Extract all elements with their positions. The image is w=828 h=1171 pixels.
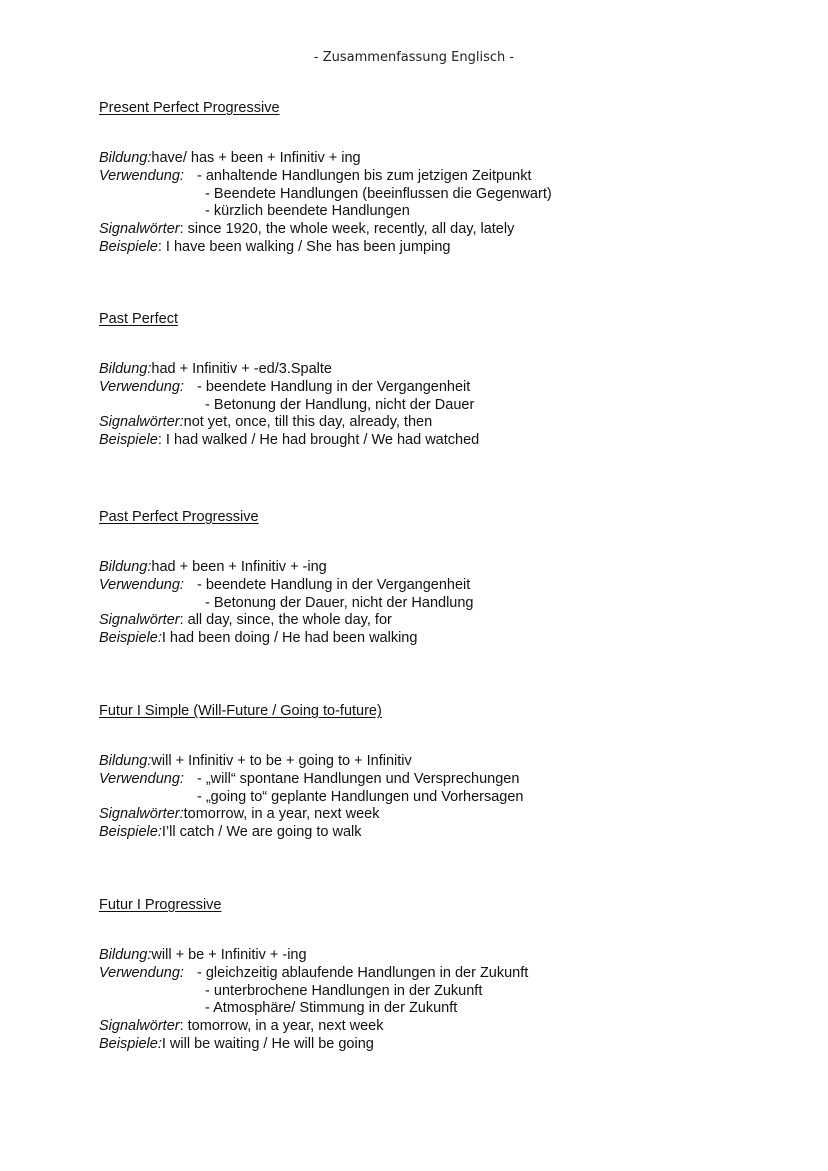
bildung-row xyxy=(99,753,799,771)
signal-text: : tomorrow, in a year, next week xyxy=(179,1018,384,1035)
verwendung-list xyxy=(197,577,473,613)
beispiele-row xyxy=(99,1036,799,1054)
verwendung-row xyxy=(99,965,799,1018)
signal-row xyxy=(99,806,799,824)
bildung-text: have/ has + been + Infinitiv + ing xyxy=(151,150,361,166)
signal-text: : since 1920, the whole week, recently, all day, lately xyxy=(179,221,515,238)
signal-row xyxy=(99,1018,799,1036)
beispiele-text: : I had walked / He had brought / We had watched xyxy=(157,432,480,449)
beispiele-row xyxy=(99,239,799,257)
verwendung-item: - beendete Handlung in der Vergangenheit xyxy=(197,576,471,593)
verwendung-list xyxy=(197,379,474,415)
verwendung-item: - beendete Handlung in der Vergangenheit xyxy=(197,378,471,395)
verwendung-item: - „going to“ geplante Handlungen und Vorhersagen xyxy=(197,788,524,805)
bildung-row xyxy=(99,150,799,168)
verwendung-item: - „will“ spontane Handlungen und Versprechungen xyxy=(197,770,520,787)
beispiele-row xyxy=(99,432,799,450)
verwendung-list xyxy=(197,168,552,221)
verwendung-label: Verwendung: xyxy=(99,378,184,395)
bildung-text: had + been + Infinitiv + -ing xyxy=(151,559,327,575)
section-futur-i-simple xyxy=(99,702,799,842)
verwendung-label: Verwendung: xyxy=(99,770,184,787)
verwendung-list xyxy=(197,965,528,1018)
signal-row xyxy=(99,221,799,239)
beispiele-text: : I have been walking / She has been jumping xyxy=(157,238,451,255)
signal-text: not yet, once, till this day, already, then xyxy=(183,414,433,431)
bildung-text: will + be + Infinitiv + -ing xyxy=(151,947,307,963)
section-heading: Past Perfect xyxy=(99,311,178,327)
signal-label: Signalwörter xyxy=(99,1018,180,1035)
section-heading: Futur I Simple (Will-Future / Going to-future) xyxy=(99,703,382,719)
section-futur-i-progressive xyxy=(99,896,799,1054)
signal-text: : all day, since, the whole day, for xyxy=(179,612,392,629)
bildung-label: Bildung: xyxy=(99,361,152,377)
bildung-row xyxy=(99,361,799,379)
bildung-text: will + Infinitiv + to be + going to + Infinitiv xyxy=(151,753,412,769)
section-past-perfect-progressive xyxy=(99,508,799,648)
beispiele-label: Beispiele: xyxy=(99,824,162,841)
bildung-row xyxy=(99,947,799,965)
verwendung-item: - kürzlich beendete Handlungen xyxy=(197,203,410,220)
signal-label: Signalwörter xyxy=(99,612,180,629)
page-header: - Zusammenfassung Englisch - xyxy=(313,50,515,65)
bildung-label: Bildung: xyxy=(99,947,152,963)
beispiele-label: Beispiele: xyxy=(99,1035,162,1052)
signal-text: tomorrow, in a year, next week xyxy=(183,806,380,823)
beispiele-label: Beispiele xyxy=(99,432,158,449)
verwendung-label: Verwendung: xyxy=(99,964,184,981)
section-heading: Past Perfect Progressive xyxy=(99,509,259,525)
section-body xyxy=(99,947,799,1054)
beispiele-label: Beispiele: xyxy=(99,630,162,647)
bildung-label: Bildung: xyxy=(99,559,152,575)
bildung-label: Bildung: xyxy=(99,150,152,166)
verwendung-row xyxy=(99,379,799,415)
verwendung-list xyxy=(197,771,524,807)
beispiele-row xyxy=(99,824,799,842)
section-heading: Present Perfect Progressive xyxy=(99,100,280,116)
section-present-perfect-progressive xyxy=(99,99,799,257)
bildung-row xyxy=(99,559,799,577)
section-past-perfect xyxy=(99,310,799,450)
beispiele-text: I’ll catch / We are going to walk xyxy=(161,824,362,841)
beispiele-text: I will be waiting / He will be going xyxy=(161,1035,374,1052)
verwendung-item: - unterbrochene Handlungen in der Zukunft xyxy=(197,982,483,999)
section-heading: Futur I Progressive xyxy=(99,897,222,913)
section-body xyxy=(99,753,799,842)
signal-label: Signalwörter: xyxy=(99,414,184,431)
verwendung-item: - anhaltende Handlungen bis zum jetzigen Zeitpunkt xyxy=(197,167,532,184)
verwendung-row xyxy=(99,771,799,807)
section-body xyxy=(99,361,799,450)
verwendung-item: - Atmosphäre/ Stimmung in der Zukunft xyxy=(197,1000,458,1017)
section-body xyxy=(99,150,799,257)
section-body xyxy=(99,559,799,648)
bildung-label: Bildung: xyxy=(99,753,152,769)
signal-row xyxy=(99,612,799,630)
beispiele-row xyxy=(99,630,799,648)
verwendung-label: Verwendung: xyxy=(99,167,184,184)
verwendung-item: - Betonung der Dauer, nicht der Handlung xyxy=(197,594,474,611)
verwendung-row xyxy=(99,168,799,221)
verwendung-label: Verwendung: xyxy=(99,576,184,593)
verwendung-item: - gleichzeitig ablaufende Handlungen in der Zukunft xyxy=(197,964,529,981)
signal-row xyxy=(99,414,799,432)
verwendung-item: - Betonung der Handlung, nicht der Dauer xyxy=(197,396,475,413)
beispiele-text: I had been doing / He had been walking xyxy=(161,630,418,647)
signal-label: Signalwörter: xyxy=(99,806,184,823)
signal-label: Signalwörter xyxy=(99,221,180,238)
verwendung-row xyxy=(99,577,799,613)
verwendung-item: - Beendete Handlungen (beeinflussen die Gegenwart) xyxy=(197,185,552,202)
bildung-text: had + Infinitiv + -ed/3.Spalte xyxy=(151,361,332,377)
beispiele-label: Beispiele xyxy=(99,238,158,255)
